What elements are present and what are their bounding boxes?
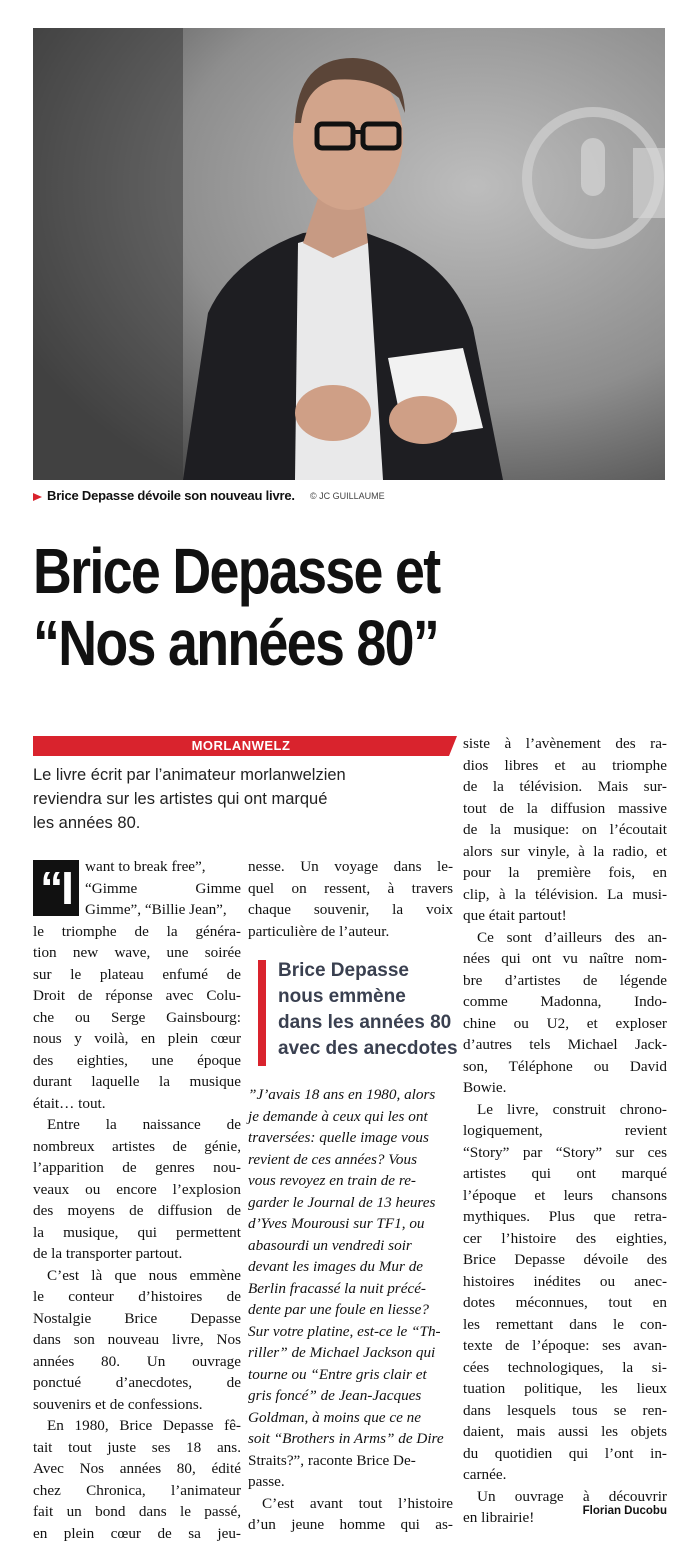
- body-line: ”J’avais 18 ans en 1980, alors: [248, 1084, 453, 1106]
- article-photo: [33, 28, 665, 480]
- body-line: texte de l’époque: ses avan-: [463, 1335, 667, 1357]
- body-line: che ou Serge Gainsbourg:: [33, 1007, 241, 1029]
- body-line: carnée.: [463, 1464, 667, 1486]
- location-label: MORLANWELZ: [33, 736, 449, 756]
- body-line: “Gimme Gimme: [33, 878, 241, 900]
- pull-quote: [258, 956, 454, 1070]
- pull-quote-line: nous emmène: [278, 984, 458, 1010]
- body-line: Avec Nos années 80, édité: [33, 1458, 241, 1480]
- body-line: nées qui ont vu naître nom-: [463, 948, 667, 970]
- article-column-1: [33, 856, 241, 1544]
- body-line: devant les images du Mur de: [248, 1256, 453, 1278]
- body-line: daient, mais aussi les objets: [463, 1421, 667, 1443]
- body-line: était… tout.: [33, 1093, 241, 1115]
- body-line: C’est là que nous emmène: [33, 1265, 241, 1287]
- body-line: Un ouvrage à découvrir: [463, 1486, 667, 1508]
- body-line: pour la première fois, en: [463, 862, 667, 884]
- lead-line: Le livre écrit par l’animateur morlanwelzien: [33, 763, 453, 787]
- body-line: souvenirs et de confessions.: [33, 1394, 241, 1416]
- body-line: cées technologiques, la si-: [463, 1357, 667, 1379]
- body-line: Berlin fracassé la nuit précé-: [248, 1278, 453, 1300]
- pull-quote-text: [278, 958, 458, 1062]
- body-line: mythiques. Plus que retra-: [463, 1206, 667, 1228]
- body-line: durant laquelle la musique: [33, 1071, 241, 1093]
- body-line: nesse. Un voyage dans le-: [248, 856, 453, 878]
- body-line: soit “Brothers in Arms” de Dire: [248, 1428, 453, 1450]
- pull-quote-marker-icon: [258, 960, 266, 1066]
- body-line: cer l’histoire des eighties,: [463, 1228, 667, 1250]
- body-line: en librairie!: [463, 1507, 667, 1529]
- body-line: nombreux artistes de génie,: [33, 1136, 241, 1158]
- body-line: des moyens de diffusion de: [33, 1200, 241, 1222]
- body-line: des eighties, une époque: [33, 1050, 241, 1072]
- body-line: l’époque et leurs chansons: [463, 1185, 667, 1207]
- body-line: dios libres et au triomphe: [463, 755, 667, 777]
- body-line: dente par une foule en liesse?: [248, 1299, 453, 1321]
- body-line: les remettant dans le con-: [463, 1314, 667, 1336]
- location-banner: [33, 736, 449, 756]
- body-line: chez Chronica, l’animateur: [33, 1480, 241, 1502]
- article-headline: [33, 535, 571, 679]
- body-line: garder le Journal de 13 heures: [248, 1192, 453, 1214]
- body-line: abasourdi un vendredi soir: [248, 1235, 453, 1257]
- headline-line-1: Brice Depasse et: [33, 535, 571, 607]
- body-line: artistes qui ont marqué: [463, 1163, 667, 1185]
- body-line: dans son nouveau livre, Nos: [33, 1329, 241, 1351]
- body-line: d’Yves Mourousi sur TF1, ou: [248, 1213, 453, 1235]
- body-line: passe.: [248, 1471, 453, 1493]
- body-line: veaux ou encore l’explosion: [33, 1179, 241, 1201]
- body-line: clip, à la télévision. La musi-: [463, 884, 667, 906]
- body-line: histoires inédites ou anec-: [463, 1271, 667, 1293]
- body-line: particulière de l’auteur.: [248, 921, 453, 943]
- body-line: Le livre, construit chrono-: [463, 1099, 667, 1121]
- body-line: de la musique: on l’écoutait: [463, 819, 667, 841]
- body-line: Ce sont d’ailleurs des an-: [463, 927, 667, 949]
- body-line: la musique, qui permettent: [33, 1222, 241, 1244]
- body-line: Goldman, à moins que ce ne: [248, 1407, 453, 1429]
- body-line: siste à l’avènement des ra-: [463, 733, 667, 755]
- pull-quote-line: avec des anecdotes: [278, 1036, 458, 1062]
- body-line: Nostalgie Brice Depasse: [33, 1308, 241, 1330]
- article-column-2-bottom: [248, 1084, 453, 1536]
- body-line: quel on ressent, à travers: [248, 878, 453, 900]
- caption-marker-icon: [33, 493, 42, 501]
- body-line: en plein cœur de sa jeu-: [33, 1523, 241, 1544]
- body-line: d’un jeune homme qui as-: [248, 1514, 453, 1536]
- body-line: de la transporter partout.: [33, 1243, 241, 1265]
- article-lead: [33, 763, 453, 835]
- body-line: revient de ces années? Vous: [248, 1149, 453, 1171]
- body-line: l’apparition de genres nou-: [33, 1157, 241, 1179]
- drop-cap: “I: [33, 860, 79, 916]
- body-line: riller” de Michael Jackson qui: [248, 1342, 453, 1364]
- photo-credit: © JC GUILLAUME: [310, 491, 385, 501]
- article-column-2-top: [248, 856, 453, 942]
- body-line: want to break free”,: [33, 856, 241, 878]
- body-line: Entre la naissance de: [33, 1114, 241, 1136]
- body-line: “Story” par “Story” sur ces: [463, 1142, 667, 1164]
- body-line: tuation politique, les lieux: [463, 1378, 667, 1400]
- caption-text: Brice Depasse dévoile son nouveau livre.: [47, 488, 295, 503]
- body-line: comme Madonna, Indo-: [463, 991, 667, 1013]
- body-line: bre d’artistes de légende: [463, 970, 667, 992]
- body-line: années 80. Un ouvrage: [33, 1351, 241, 1373]
- body-line: tait tout juste ses 18 ans.: [33, 1437, 241, 1459]
- body-line: d’autres tels Michael Jack-: [463, 1034, 667, 1056]
- photo-illustration: [33, 28, 665, 480]
- body-line: tion new wave, une soirée: [33, 942, 241, 964]
- body-line: dans lesquels tous se ren-: [463, 1400, 667, 1422]
- body-line: le conteur d’histoires de: [33, 1286, 241, 1308]
- body-line: C’est avant tout l’histoire: [248, 1493, 453, 1515]
- body-line: son, Téléphone ou David: [463, 1056, 667, 1078]
- body-line: logiquement, revient: [463, 1120, 667, 1142]
- lead-line: reviendra sur les artistes qui ont marqué: [33, 787, 453, 811]
- body-line: chine ou U2, et exploser: [463, 1013, 667, 1035]
- article-column-3: [463, 733, 667, 1529]
- body-line: chaque souvenir, la voix: [248, 899, 453, 921]
- body-line: Straits?”, raconte Brice De-: [248, 1450, 453, 1472]
- body-line: Droit de réponse avec Colu-: [33, 985, 241, 1007]
- body-line: fait un bond dans le passé,: [33, 1501, 241, 1523]
- lead-line: les années 80.: [33, 811, 453, 835]
- body-line: vous revoyez en train de re-: [248, 1170, 453, 1192]
- body-line: En 1980, Brice Depasse fê-: [33, 1415, 241, 1437]
- pull-quote-line: dans les années 80: [278, 1010, 458, 1036]
- body-line: tourne ou “Entre gris clair et: [248, 1364, 453, 1386]
- body-line: Gimme”, “Billie Jean”,: [33, 899, 241, 921]
- body-line: dotes méconnues, tout en: [463, 1292, 667, 1314]
- headline-line-2: “Nos années 80”: [33, 607, 571, 679]
- pull-quote-line: Brice Depasse: [278, 958, 458, 984]
- body-line: le triomphe de la généra-: [33, 921, 241, 943]
- body-line: sur le plateau enfumé de: [33, 964, 241, 986]
- body-line: tout de la diffusion massive: [463, 798, 667, 820]
- photo-caption: [33, 488, 673, 508]
- body-line: du quotidien qui l’ont in-: [463, 1443, 667, 1465]
- body-line: je demande à ceux qui les ont: [248, 1106, 453, 1128]
- body-line: nous y voilà, en plein cœur: [33, 1028, 241, 1050]
- body-line: Brice Depasse dévoile des: [463, 1249, 667, 1271]
- body-line: Bowie.: [463, 1077, 667, 1099]
- body-line: alors sur vinyle, à la radio, et: [463, 841, 667, 863]
- body-line: traversées: quelle image vous: [248, 1127, 453, 1149]
- body-line: que était partout!: [463, 905, 667, 927]
- body-line: gris foncé” de Jean-Jacques: [248, 1385, 453, 1407]
- body-line: Sur votre platine, est-ce le “Th-: [248, 1321, 453, 1343]
- body-line: ponctué d’anecdotes, de: [33, 1372, 241, 1394]
- body-line: de la télévision. Mais sur-: [463, 776, 667, 798]
- author-signature: Florian Ducobu: [583, 1505, 667, 1517]
